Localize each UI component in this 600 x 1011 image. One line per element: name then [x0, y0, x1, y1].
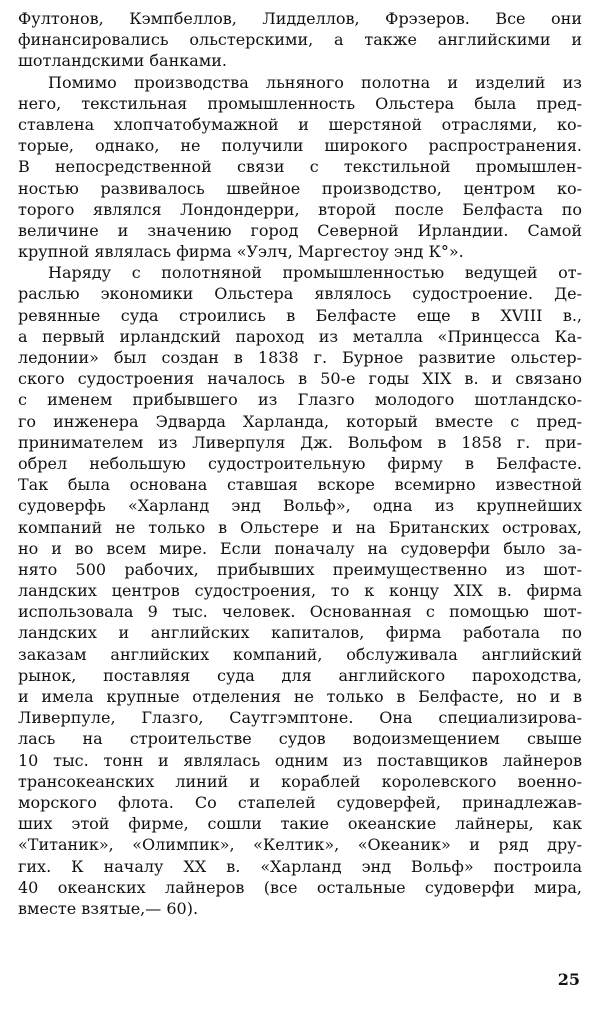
paragraph-3: [18, 262, 582, 919]
text-line: ших этой фирме, сошли такие океанские лайнеры, как: [18, 814, 582, 834]
page-text: [18, 8, 582, 919]
text-line: ландских и английских капиталов, фирма работала по: [18, 623, 582, 643]
text-line: шотландскими банками.: [18, 51, 227, 71]
text-line: нято 500 рабочих, прибывших преимущественно из шот-: [18, 559, 582, 579]
text-line: ревянные суда строились в Белфасте еще в XVIII в.,: [18, 305, 582, 325]
text-line: обрел небольшую судостроительную фирму в Белфасте.: [18, 453, 582, 473]
text-line: ностью развивалось швейное производство, центром ко-: [18, 178, 582, 198]
text-line: гих. К началу XX в. «Харланд энд Вольф» построила: [18, 856, 582, 876]
text-line: судоверфь «Харланд энд Вольф», одна из крупнейших: [18, 496, 582, 516]
text-line: го инженера Эдварда Харланда, который вместе с пред-: [18, 411, 582, 431]
text-line: раслью экономики Ольстера являлось судостроение. Де-: [18, 284, 582, 304]
text-line: трансокеанских линий и кораблей королевского военно-: [18, 771, 582, 791]
text-line: 10 тыс. тонн и являлась одним из поставщиков лайнеров: [18, 750, 582, 770]
text-line: ставлена хлопчатобумажной и шерстяной отраслями, ко-: [18, 114, 582, 134]
text-line: Помимо производства льняного полотна и изделий из: [48, 72, 582, 92]
text-line: с именем прибывшего из Глазго молодого шотландско-: [18, 390, 582, 410]
text-line: Ливерпуле, Глазго, Саутгэмптоне. Она специализирова-: [18, 708, 582, 728]
text-line: Наряду с полотняной промышленностью ведущей от-: [48, 263, 582, 283]
text-line: заказам английских компаний, обслуживала английский: [18, 644, 582, 664]
text-line: ледонии» был создан в 1838 г. Бурное развитие ольстер-: [18, 348, 582, 367]
text-line: ского судостроения началось в 50-е годы XIX в. и связано: [18, 369, 582, 389]
text-line: финансировались ольстерскими, а также английскими и: [18, 30, 582, 50]
page-number: 25: [557, 970, 580, 989]
text-line: а первый ирландский пароход из металла «Принцесса Ка-: [18, 326, 582, 346]
text-line: лась на строительстве судов водоизмещением свыше: [18, 729, 582, 749]
text-line: вместе взятые,— 60).: [18, 898, 199, 918]
text-line: использовала 9 тыс. человек. Основанная с помощью шот-: [18, 602, 582, 622]
text-line: компаний не только в Ольстере и на Британских островах,: [18, 517, 582, 537]
text-line: и имела крупные отделения не только в Белфасте, но и в: [18, 687, 582, 706]
text-line: него, текстильная промышленность Ольстера была пред-: [18, 93, 582, 113]
text-line: Фултонов, Кэмпбеллов, Лидделлов, Фрэзеров. Все они: [18, 9, 582, 28]
text-line: 40 океанских лайнеров (все остальные судоверфи мира,: [18, 877, 582, 897]
paragraph-1: [18, 8, 582, 72]
text-line: ландских центров судостроения, то к концу XIX в. фирма: [18, 581, 582, 601]
text-line: крупной являлась фирма «Уэлч, Маргестоу энд К°».: [18, 242, 464, 262]
text-line: но и во всем мире. Если поначалу на судоверфи было за-: [18, 538, 582, 558]
text-line: Так была основана ставшая вскоре всемирно известной: [18, 475, 582, 495]
text-line: принимателем из Ливерпуля Дж. Вольфом в 1858 г. при-: [18, 432, 582, 452]
text-line: величине и значению город Северной Ирландии. Самой: [18, 220, 582, 240]
text-line: морского флота. Со стапелей судоверфей, принадлежав-: [18, 792, 582, 812]
text-line: «Титаник», «Олимпик», «Келтик», «Океаник» и ряд дру-: [18, 835, 582, 855]
text-line: рынок, поставляя суда для английского пароходства,: [18, 665, 582, 685]
paragraph-2: [18, 72, 582, 263]
text-line: В непосредственной связи с текстильной промышлен-: [18, 157, 582, 177]
text-line: торые, однако, не получили широкого распространения.: [18, 136, 582, 156]
text-line: торого являлся Лондондерри, второй после Белфаста по: [18, 199, 582, 219]
